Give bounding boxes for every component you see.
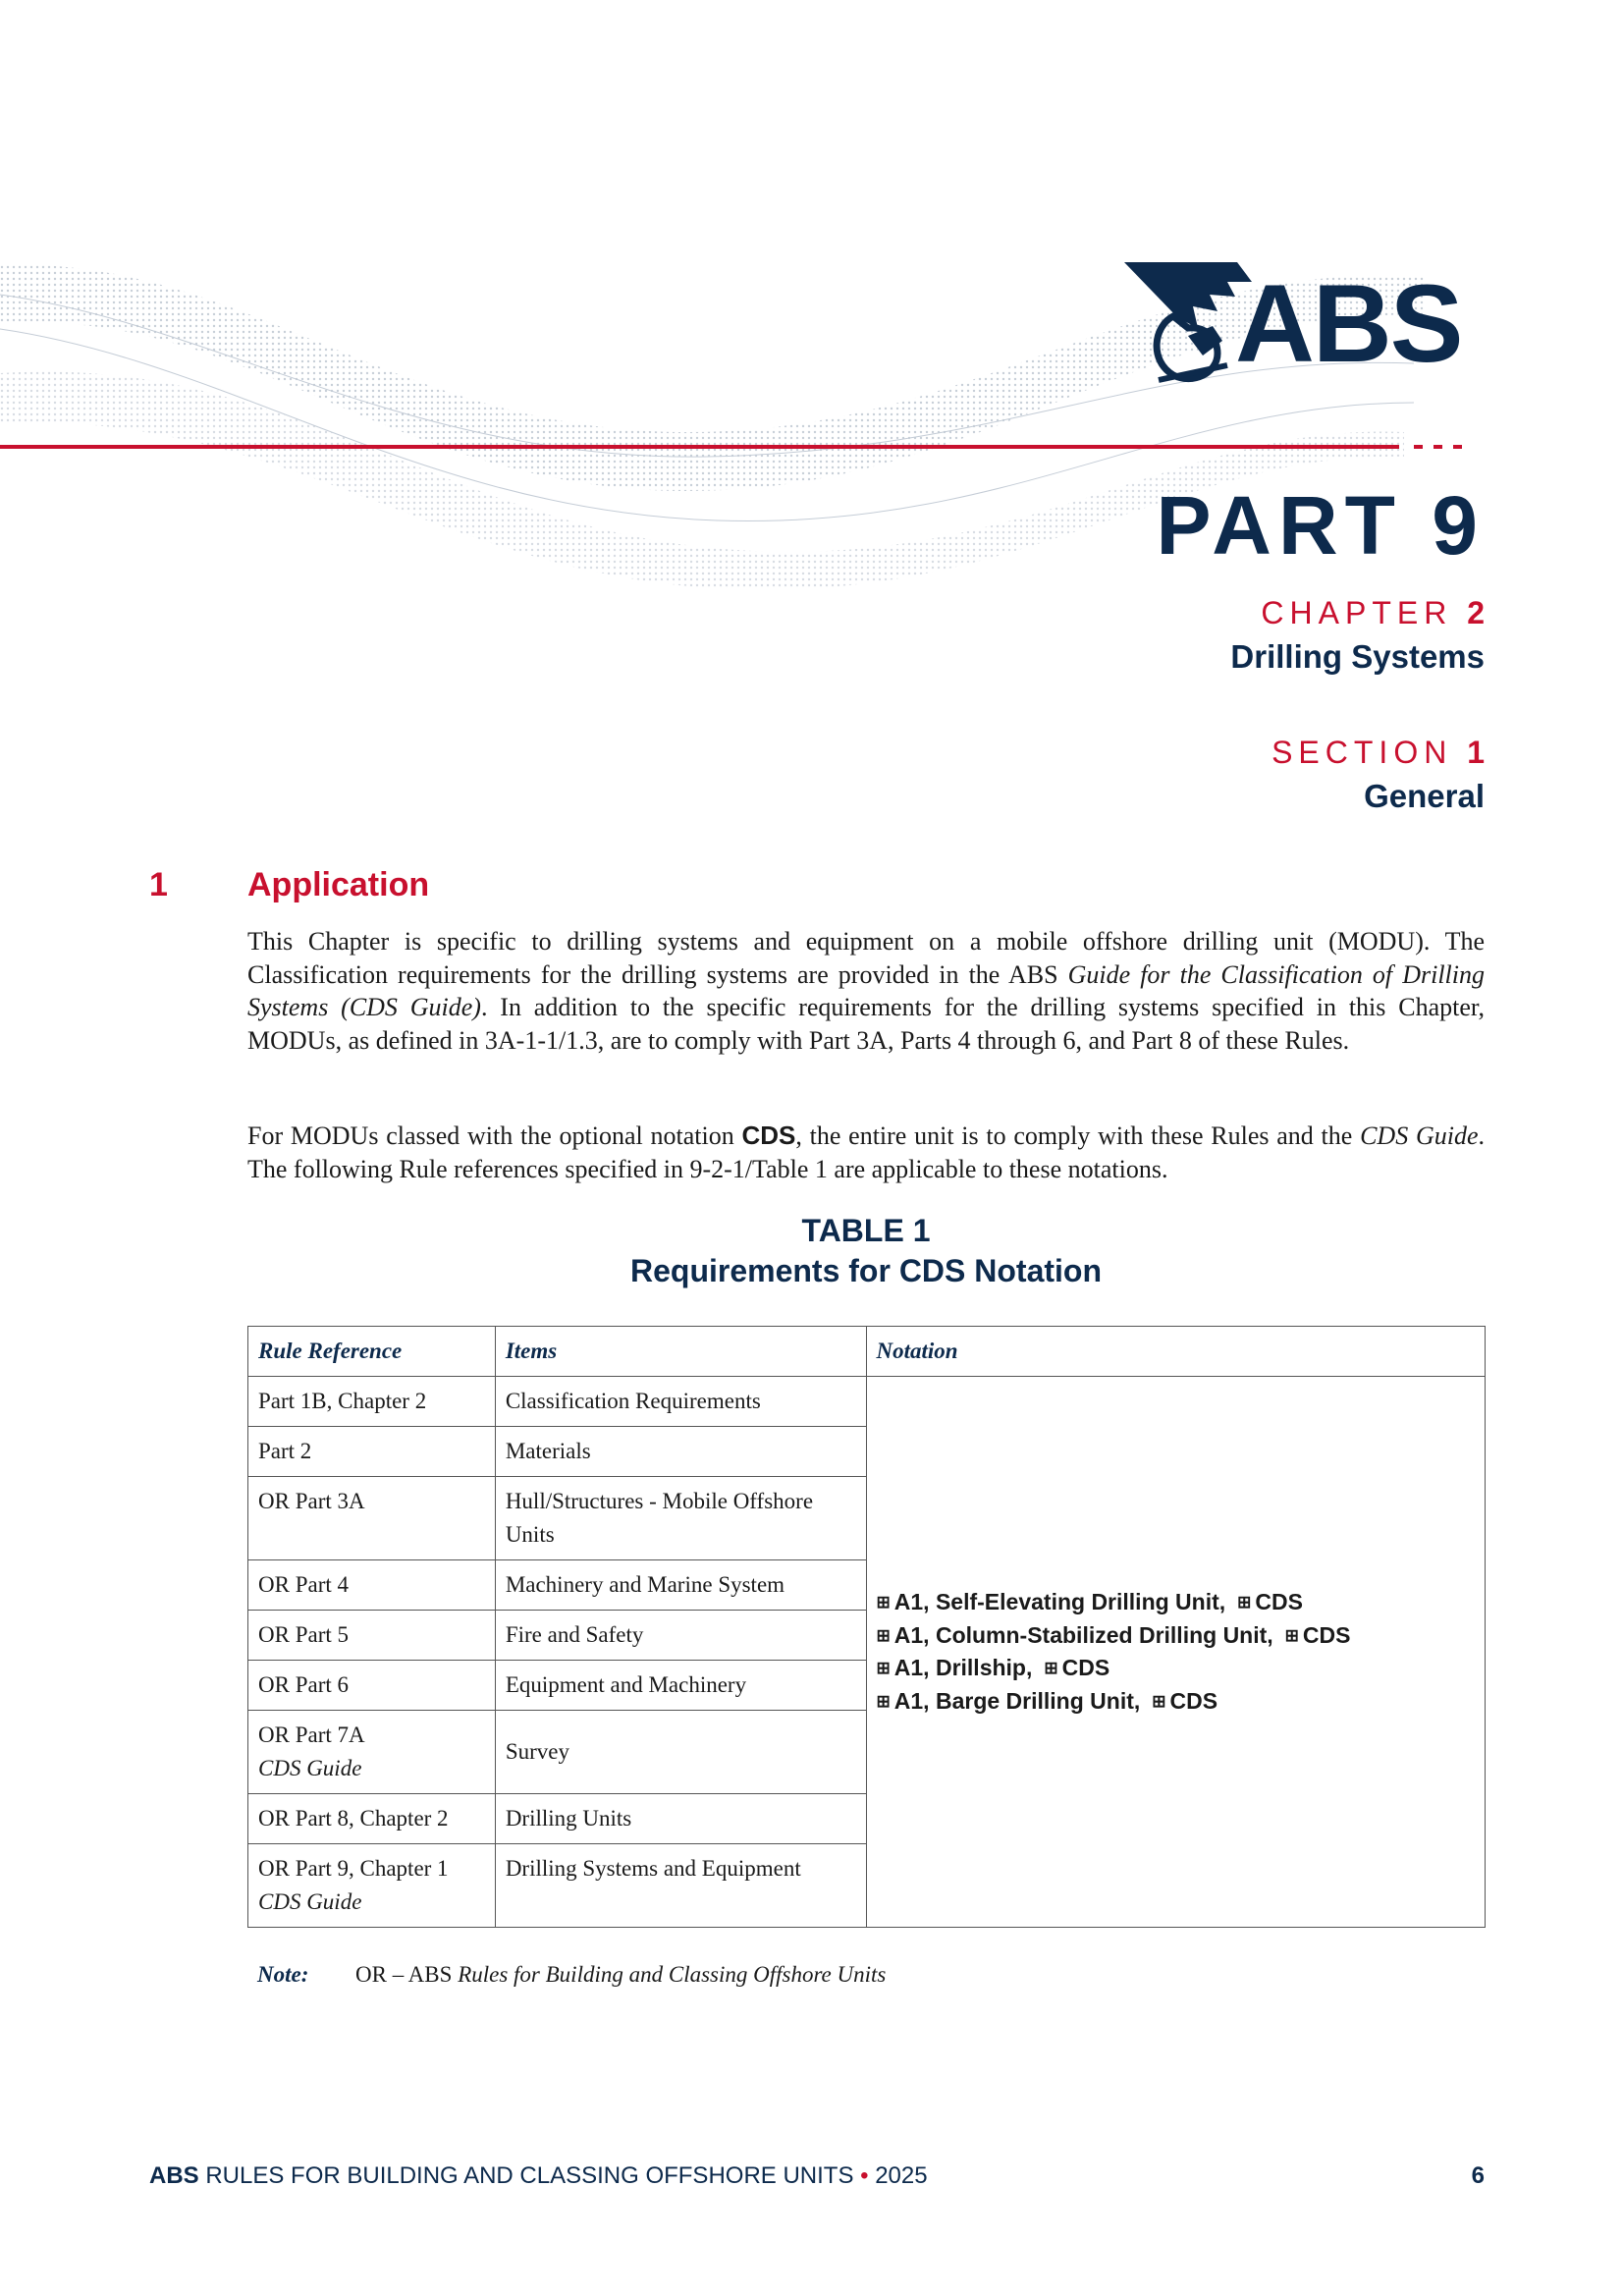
item-cell: Drilling Units (495, 1794, 866, 1844)
notation-line (877, 1619, 1475, 1653)
rule-reference: OR Part 8, Chapter 2 (258, 1806, 449, 1831)
header-red-dashes (1414, 445, 1463, 449)
header-notation: Notation (866, 1327, 1485, 1377)
notation-suffix: CDS (1302, 1621, 1351, 1648)
note-rules-title: Rules for Building and Classing Offshore Units (458, 1962, 887, 1987)
para2-text-b: , the entire unit is to comply with these Rules and the (795, 1121, 1361, 1150)
maltese-cross-icon: ⊞ (876, 1593, 891, 1612)
rule-reference-guide: CDS Guide (258, 1889, 362, 1914)
rule-reference: OR Part 9, Chapter 1 (258, 1856, 449, 1881)
paragraph-2 (247, 1120, 1485, 1185)
logo-wordmark: ABS (1235, 262, 1462, 385)
para1-text-a: This Chapter is specific to drilling systems and equipment on a mobile offshore drilling unit (MODU). The Classification requirements for the drilling systems are provided in the ABS (247, 927, 1485, 989)
chapter-label (1261, 595, 1485, 631)
notation-line (877, 1586, 1475, 1619)
notation-text: A1, Barge Drilling Unit, (893, 1687, 1141, 1714)
maltese-cross-icon: ⊞ (1152, 1691, 1166, 1711)
part-title: PART 9 (1156, 479, 1485, 572)
rule-reference: OR Part 7A (258, 1722, 365, 1747)
maltese-cross-icon: ⊞ (1044, 1659, 1058, 1677)
note-text: OR – ABS (355, 1962, 459, 1987)
rule-reference: OR Part 4 (258, 1572, 349, 1597)
table-caption-number: TABLE 1 (801, 1213, 931, 1248)
notation-line (877, 1685, 1475, 1719)
rule-reference: Part 1B, Chapter 2 (258, 1389, 427, 1413)
item-cell: Survey (495, 1711, 866, 1794)
rule-reference-cell (248, 1794, 496, 1844)
page-number: 6 (1471, 2162, 1485, 2189)
header-items: Items (495, 1327, 866, 1377)
para2-notation: CDS (741, 1121, 796, 1150)
footer-year: 2025 (875, 2162, 928, 2189)
section-heading-number: 1 (149, 866, 168, 903)
notation-suffix: CDS (1169, 1687, 1218, 1714)
table-note (257, 1962, 886, 1988)
para2-text-c: . The following Rule references specified in 9-2-1/Table 1 are applicable to these notations. (247, 1121, 1485, 1183)
table-header-row (248, 1327, 1486, 1377)
item-cell: Machinery and Marine System (495, 1560, 866, 1611)
chapter-number: 2 (1467, 595, 1485, 630)
footer-title (149, 2162, 928, 2190)
maltese-cross-icon: ⊞ (1284, 1625, 1299, 1645)
rule-reference-cell (248, 1427, 496, 1477)
maltese-cross-icon: ⊞ (876, 1659, 891, 1677)
maltese-cross-icon: ⊞ (1237, 1593, 1252, 1612)
footer-bullet: • (860, 2162, 869, 2189)
notation-suffix: CDS (1061, 1655, 1110, 1680)
table-caption-title: Requirements for CDS Notation (629, 1253, 1103, 1288)
section-heading-title: Application (247, 866, 430, 903)
para2-text-a: For MODUs classed with the optional notation (247, 1121, 742, 1150)
rule-reference-cell (248, 1377, 496, 1427)
section-label-text: SECTION (1271, 735, 1453, 770)
rule-reference-guide: CDS Guide (258, 1756, 362, 1780)
item-cell: Drilling Systems and Equipment (495, 1844, 866, 1928)
item-cell: Fire and Safety (495, 1611, 866, 1661)
notation-text: A1, Column-Stabilized Drilling Unit, (893, 1621, 1273, 1648)
chapter-name: Drilling Systems (1230, 638, 1485, 675)
maltese-cross-icon: ⊞ (876, 1625, 891, 1645)
rule-reference-cell (248, 1560, 496, 1611)
section-label (1271, 735, 1485, 771)
rule-reference-cell (248, 1611, 496, 1661)
para1-guide-title: Guide for the Classification of Drilling Systems (CDS Guide) (247, 959, 1485, 1021)
rule-reference-cell (248, 1661, 496, 1711)
table-row (248, 1377, 1486, 1427)
paragraph-1 (247, 925, 1485, 1057)
para1-text-b: . In addition to the specific requirements for the drilling systems specified in this Chapter, MODUs, as defined in 3A-1-1/1.3, are to comply with Part 3A, Parts 4 through 6, and Part 8 of these Rules. (247, 993, 1485, 1055)
requirements-table (247, 1326, 1486, 1928)
rule-reference-cell (248, 1711, 496, 1794)
header-red-rule (0, 445, 1399, 449)
item-cell: Classification Requirements (495, 1377, 866, 1427)
section-number: 1 (1467, 735, 1485, 770)
rule-reference: OR Part 3A (258, 1489, 365, 1513)
item-cell: Equipment and Machinery (495, 1661, 866, 1711)
rule-reference: OR Part 6 (258, 1672, 349, 1697)
para2-guide: CDS Guide (1360, 1121, 1479, 1150)
footer-rules-title: RULES FOR BUILDING AND CLASSING OFFSHORE UNITS (205, 2162, 854, 2189)
section-name: General (1364, 778, 1485, 814)
notation-text: A1, Self-Elevating Drilling Unit, (893, 1589, 1226, 1614)
item-cell: Materials (495, 1427, 866, 1477)
header-rule-reference: Rule Reference (248, 1327, 496, 1377)
rule-reference-cell (248, 1477, 496, 1560)
chapter-label-text: CHAPTER (1261, 595, 1453, 630)
notation-text: A1, Drillship, (893, 1655, 1033, 1680)
maltese-cross-icon: ⊞ (876, 1691, 891, 1711)
abs-logo (1119, 257, 1483, 390)
footer-brand: ABS (149, 2162, 199, 2189)
rule-reference: Part 2 (258, 1439, 312, 1463)
note-label: Note: (257, 1962, 309, 1987)
notation-cell (866, 1377, 1485, 1928)
rule-reference-cell (248, 1844, 496, 1928)
rule-reference: OR Part 5 (258, 1622, 349, 1647)
item-cell: Hull/Structures - Mobile Offshore Units (495, 1477, 866, 1560)
notation-suffix: CDS (1255, 1589, 1303, 1614)
notation-line (877, 1652, 1475, 1685)
